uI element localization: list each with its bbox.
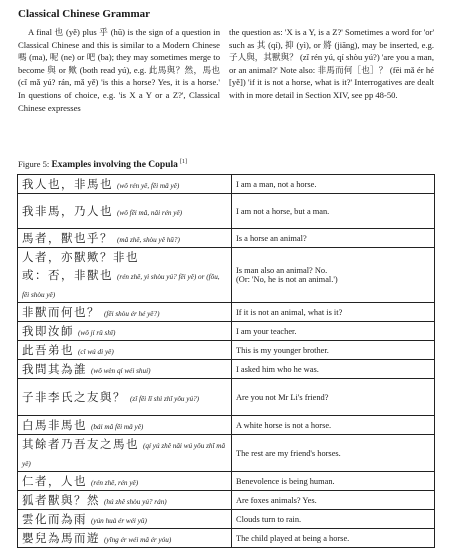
romanization: (cǐ wú dì yě) — [78, 348, 114, 356]
romanization: (mǎ zhě, shòu yě hū?) — [117, 236, 180, 244]
table-row — [18, 491, 435, 510]
chinese-text: 嬰兒為馬而遊 — [22, 531, 100, 545]
english-translation: The rest are my friend's horses. — [232, 435, 435, 472]
english-translation: Is a horse an animal? — [232, 229, 435, 248]
chinese-text: 我非馬，乃人也 — [22, 204, 113, 218]
romanization: (rén zhě, rén yě) — [91, 479, 139, 487]
figure-title: Examples involving the Copula — [51, 160, 178, 170]
table-row — [18, 379, 435, 416]
table-row — [18, 322, 435, 341]
table-row — [18, 529, 435, 548]
table-body — [18, 175, 435, 548]
chinese-cell — [18, 360, 232, 379]
romanization: (qí yú zhě nǎi wú yǒu zhī mǎ yě) — [22, 442, 226, 468]
chinese-cell — [18, 379, 232, 416]
left-column-text: A final 也 (yě) plus 乎 (hū) is the sign of a question in Classical Chinese and this is similar to a Modern Chinese 嗎 (ma), 呢 (ne) or 吧 (ba); they may sometimes merge to become 與 or 歟 (both read yú), e.g. 此馬與？然，馬也 (cǐ mǎ yú? rán, mǎ yě) 'is this a horse? Yes, it is a horse.' In questions of choice, e.g. 'is X a Y or a Z?', Classical Chinese expresses — [18, 27, 220, 113]
table-row — [18, 472, 435, 491]
table-row — [18, 303, 435, 322]
figure-label: Figure 5: — [18, 159, 50, 169]
table-row — [18, 175, 435, 194]
romanization: (fēi shòu ér hé yě?) — [104, 310, 160, 318]
chinese-cell — [18, 322, 232, 341]
english-translation: I am not a horse, but a man. — [232, 194, 435, 229]
chinese-text: 其餘者乃吾友之馬也 — [22, 437, 139, 451]
chinese-text: 白馬非馬也 — [22, 418, 87, 432]
english-translation: I am a man, not a horse. — [232, 175, 435, 194]
chinese-text: 仁者，人也 — [22, 474, 87, 488]
figure-footnote-marker: [1] — [180, 159, 188, 166]
english-translation: Benevolence is being human. — [232, 472, 435, 491]
english-translation: I am your teacher. — [232, 322, 435, 341]
romanization: (wǒ jí rǔ shī) — [78, 329, 116, 337]
table-row — [18, 229, 435, 248]
chinese-cell — [18, 529, 232, 548]
chinese-cell — [18, 416, 232, 435]
english-translation: A white horse is not a horse. — [232, 416, 435, 435]
chinese-cell — [18, 510, 232, 529]
right-column-text: the question as: 'X is a Y, is a Z?' Sometimes a word for 'or' such as 其 (qí), 抑 (yì), or 將 (jiāng), may be inserted, e.g. 子人與，其獸與？ (zǐ rén yú, qí shòu yú?) 'are you a man, or an animal?' Note also: 非馬而何［也］？ (fēi mǎ ér hé [yě]) 'if it is not a horse, what is it?' Interrogatives are dealt with in more detail in Section XIV, see pp 48-50. — [229, 27, 434, 100]
chinese-cell — [18, 194, 232, 229]
romanization: (yún huà ér wéi yǔ) — [91, 517, 147, 525]
table-row — [18, 248, 435, 303]
table-row — [18, 416, 435, 435]
chinese-cell — [18, 491, 232, 510]
chinese-text: 馬者，獸也乎？ — [22, 231, 113, 245]
chinese-text: 子非李氏之友與？ — [22, 390, 126, 404]
chinese-text: 我問其為誰 — [22, 362, 87, 376]
chinese-text: 我人也，非馬也 — [22, 177, 113, 191]
english-translation: Clouds turn to rain. — [232, 510, 435, 529]
chinese-cell — [18, 472, 232, 491]
romanization: (hú zhě shòu yú? rán) — [104, 498, 167, 506]
table-row — [18, 435, 435, 472]
chinese-text: 我即汝師 — [22, 324, 74, 338]
english-translation: Are foxes animals? Yes. — [232, 491, 435, 510]
english-translation: The child played at being a horse. — [232, 529, 435, 548]
romanization: (rén zhě, yì shòu yú? fēi yě) or (fǒu, fēi shòu yě) — [22, 273, 220, 299]
romanization: (wǒ wèn qí wéi shuí) — [91, 367, 151, 375]
romanization: (wǒ rén yě, fēi mǎ yě) — [117, 182, 180, 190]
chinese-cell — [18, 248, 232, 303]
page-heading: Classical Chinese Grammar — [18, 8, 150, 20]
english-translation: Is man also an animal? No. (Or: 'No, he is not an animal.') — [232, 248, 435, 303]
romanization: (wǒ fēi mǎ, nǎi rén yě) — [117, 209, 183, 217]
english-translation: This is my younger brother. — [232, 341, 435, 360]
chinese-cell — [18, 175, 232, 194]
romanization: (zǐ fēi lǐ shì zhī yǒu yú?) — [130, 395, 200, 403]
chinese-cell — [18, 341, 232, 360]
chinese-cell — [18, 229, 232, 248]
chinese-cell — [18, 435, 232, 472]
english-translation: If it is not an animal, what is it? — [232, 303, 435, 322]
english-translation: I asked him who he was. — [232, 360, 435, 379]
chinese-text: 此吾弟也 — [22, 343, 74, 357]
table-row — [18, 194, 435, 229]
copula-examples-table — [17, 174, 435, 548]
table-row — [18, 510, 435, 529]
figure-caption — [18, 159, 187, 170]
table-row — [18, 341, 435, 360]
chinese-cell — [18, 303, 232, 322]
table-row — [18, 360, 435, 379]
english-translation: Are you not Mr Li's friend? — [232, 379, 435, 416]
chinese-text: 雲化而為雨 — [22, 512, 87, 526]
chinese-text: 人者，亦獸歟？非也 或：否，非獸也 — [22, 250, 139, 282]
chinese-text: 非獸而何也？ — [22, 305, 100, 319]
chinese-text: 狐者獸與？然 — [22, 493, 100, 507]
romanization: (bái mǎ fēi mǎ yě) — [91, 423, 144, 431]
romanization: (yīng ér wéi mǎ ér yóu) — [104, 536, 172, 544]
